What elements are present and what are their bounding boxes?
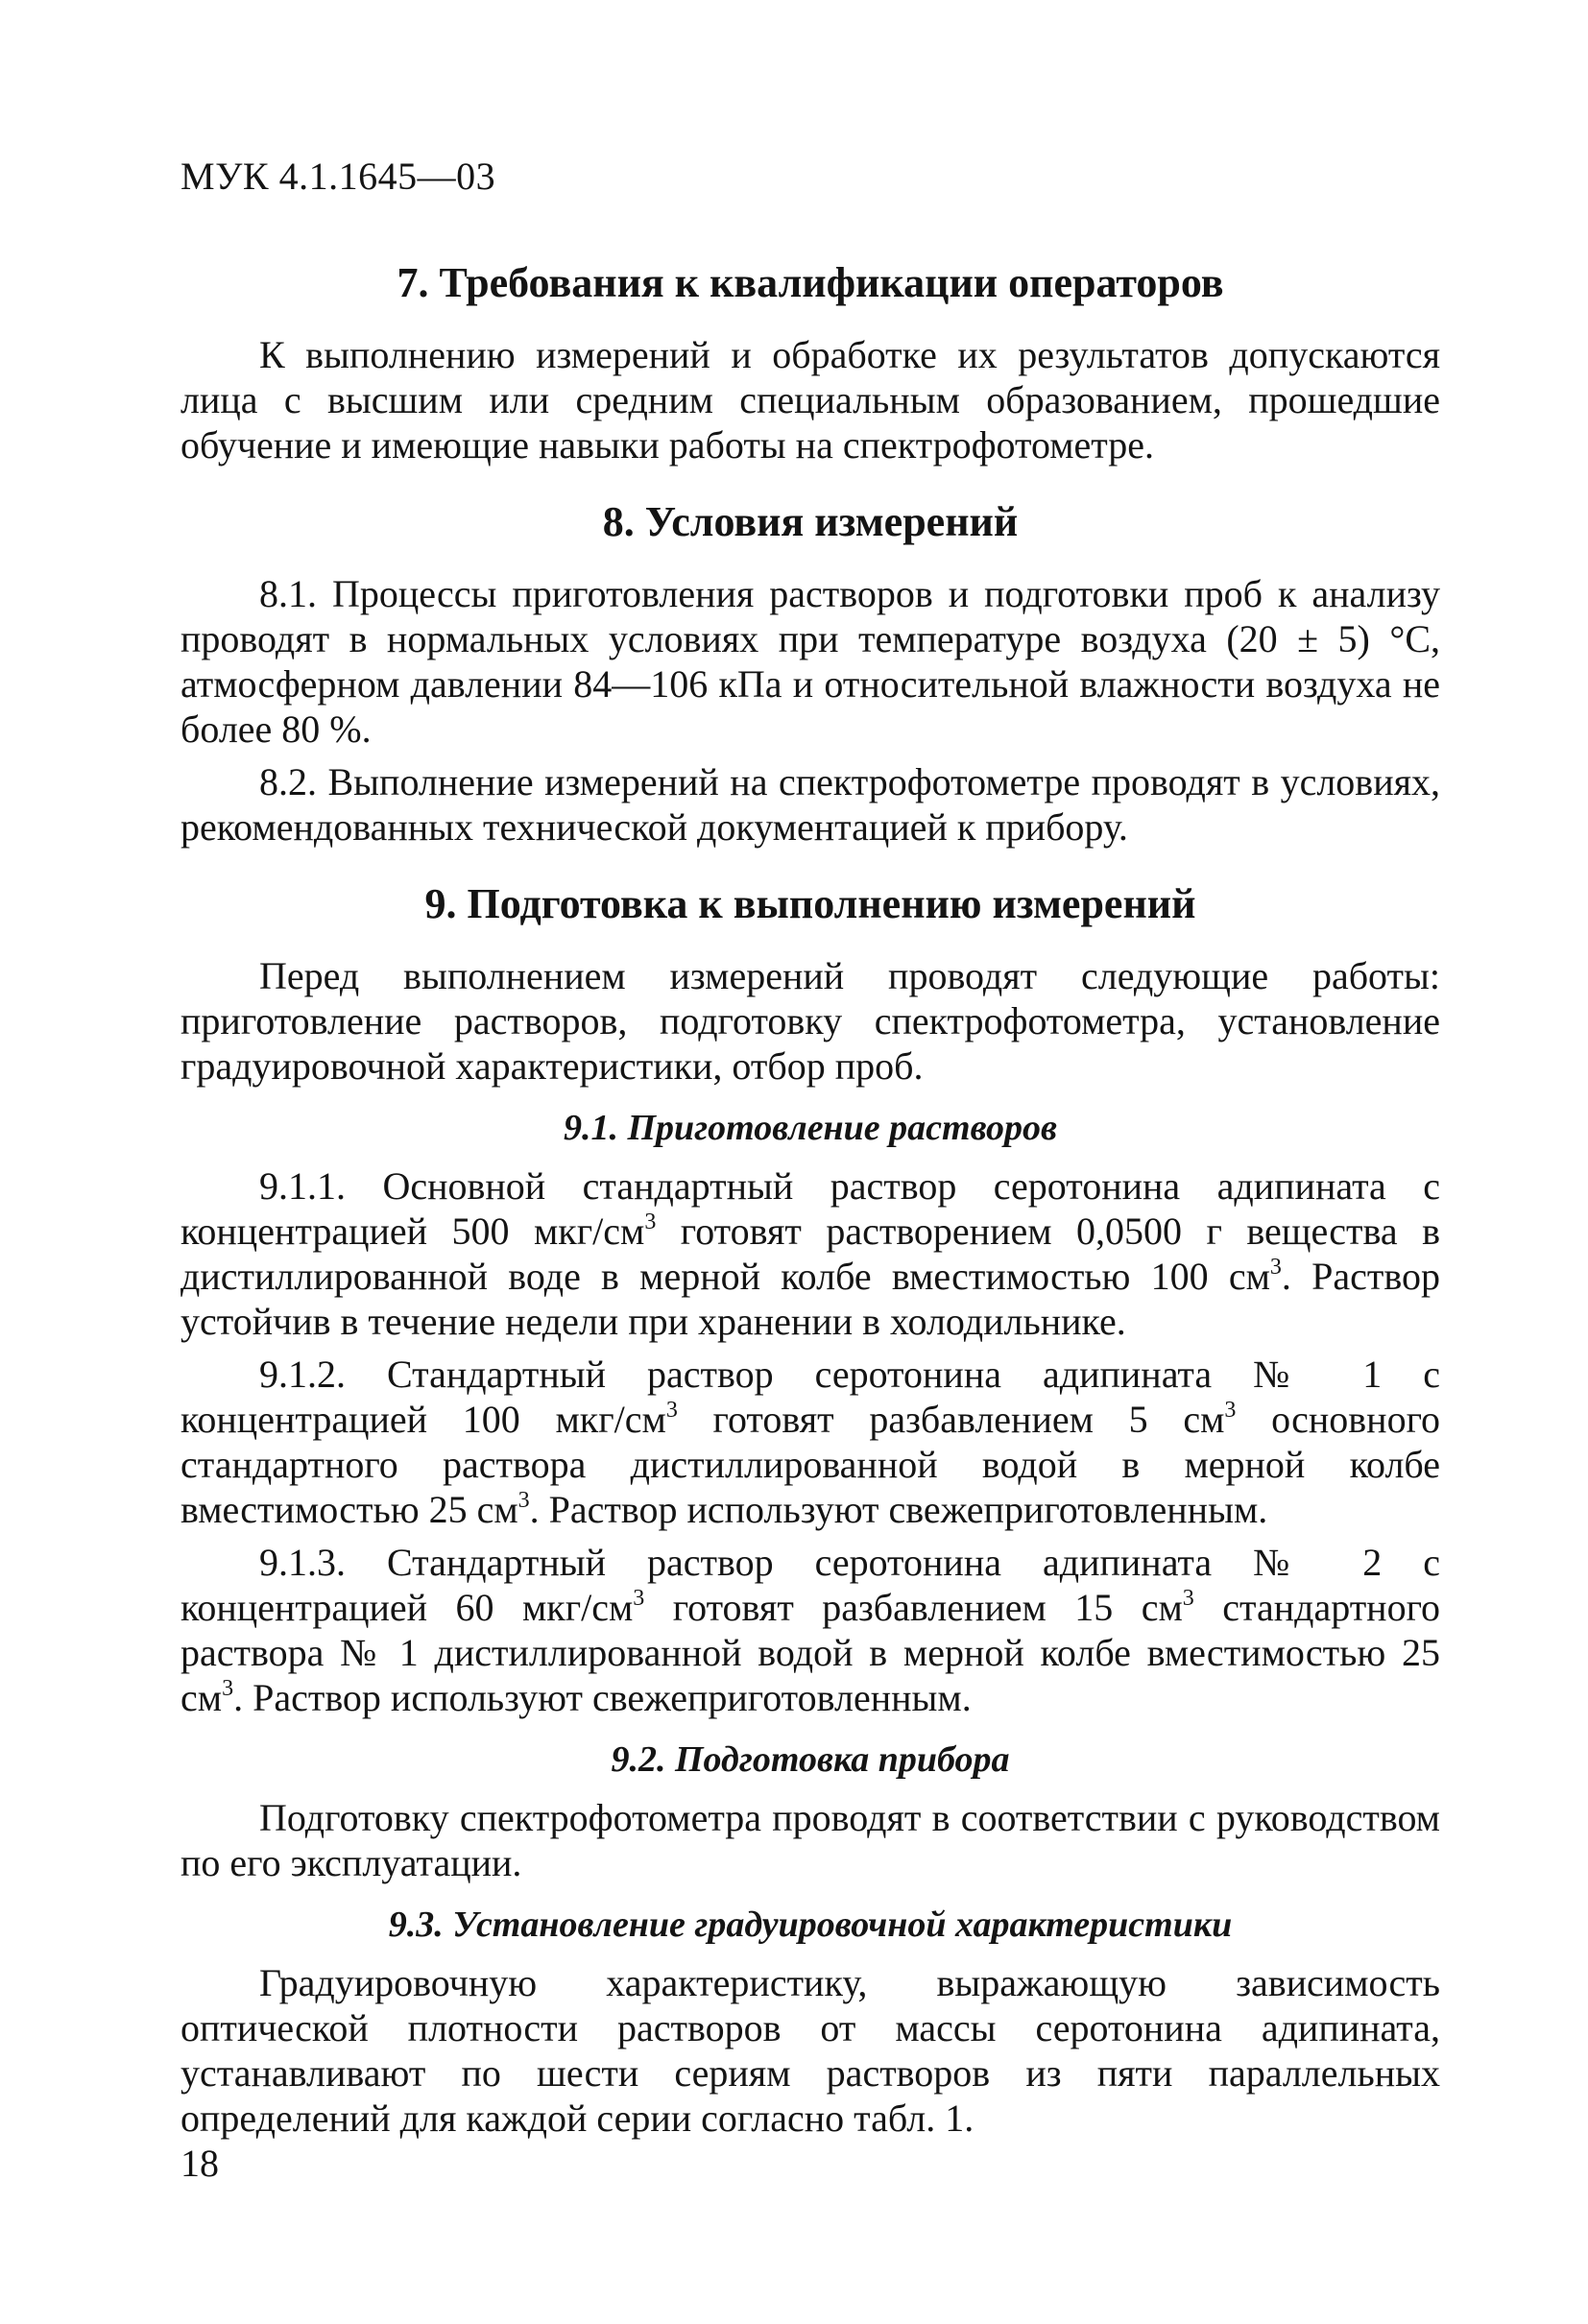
paragraph-9-1-1 <box>180 1163 1440 1344</box>
paragraph-text: 9.1.1. Основной стандартный раствор серотонина адипината с концентрацией 500 мкг/см <box>180 1164 1440 1253</box>
paragraph-9-1-3 <box>180 1540 1440 1720</box>
subsection-9-3-title: 9.3. Установление градуировочной характеристики <box>388 1905 1233 1945</box>
paragraph-text: . Раствор используют свежеприготовленным. <box>529 1488 1268 1531</box>
paragraph-text: . Раствор устойчив в течение недели при хранении в холодильнике. <box>180 1255 1440 1343</box>
paragraph-text: готовят растворением 0,0500 г вещества в дистиллированной воде в мерной колбе вместимостью 100 см <box>180 1210 1440 1298</box>
subsection-9-2-title: 9.2. Подготовка прибора <box>611 1739 1010 1780</box>
page-content <box>180 154 1440 2169</box>
section-7 <box>180 257 1440 467</box>
section-8-title: 8. Условия измерений <box>602 498 1019 545</box>
paragraph-9-3: Градуировочную характеристику, выражающую зависимость оптической плотности растворов от массы серотонина адипината, устанавливают по шести сериям растворов из пяти параллельных определений для каждой серии согласно табл. 1. <box>180 1961 1440 2140</box>
paragraph-text: стандартного раствора № 1 дистиллированной водой в мерной колбе вместимостью 25 см <box>180 1586 1440 1719</box>
superscript: 3 <box>1182 1586 1194 1611</box>
section-7-title: 7. Требования к квалификации операторов <box>397 259 1224 306</box>
paragraph-9-2: Подготовку спектрофотометра проводят в соответствии с руководством по его эксплуатации. <box>180 1796 1440 1884</box>
superscript: 3 <box>517 1488 530 1513</box>
superscript: 3 <box>222 1676 234 1701</box>
section-7-paragraph: К выполнению измерений и обработке их результатов допускаются лица с высшим или средним специальным образованием, прошедшие обучение и имеющие навыки работы на спектрофотометре. <box>180 333 1440 467</box>
subsection-9-1-title: 9.1. Приготовление растворов <box>563 1108 1058 1148</box>
section-8-2-paragraph: 8.2. Выполнение измерений на спектрофотометре проводят в условиях, рекомендованных технической документацией к прибору. <box>180 760 1440 849</box>
superscript: 3 <box>633 1586 645 1611</box>
paragraph-text: 9.1.2. Стандартный раствор серотонина адипината № 1 с концентрацией 100 мкг/см <box>180 1353 1440 1441</box>
section-8-1-paragraph: 8.1. Процессы приготовления растворов и подготовки проб к анализу проводят в нормальных условиях при температуре воздуха (20 ± 5) °С, атмосферном давлении 84—106 кПа и относительной влажности воздуха не более 80 %. <box>180 572 1440 751</box>
section-8 <box>180 496 1440 850</box>
section-9 <box>180 878 1440 2141</box>
document-code: МУК 4.1.1645—03 <box>180 155 496 198</box>
paragraph-text: 9.1.3. Стандартный раствор серотонина адипината № 2 с концентрацией 60 мкг/см <box>180 1541 1440 1629</box>
paragraph-text: готовят разбавлением 5 см <box>677 1398 1225 1441</box>
section-9-intro: Перед выполнением измерений проводят следующие работы: приготовление растворов, подготовку спектрофотометра, установление градуировочной характеристики, отбор проб. <box>180 954 1440 1088</box>
superscript: 3 <box>644 1210 657 1234</box>
section-9-title: 9. Подготовка к выполнению измерений <box>424 880 1196 927</box>
superscript: 3 <box>1224 1398 1237 1423</box>
paragraph-text: готовят разбавлением 15 см <box>644 1586 1183 1629</box>
paragraph-text: основного стандартного раствора дистиллированной водой в мерной колбе вместимостью 25 см <box>180 1398 1440 1531</box>
paragraph-text: . Раствор используют свежеприготовленным. <box>233 1676 972 1719</box>
page-number: 18 <box>180 2142 219 2185</box>
superscript: 3 <box>665 1398 678 1423</box>
superscript: 3 <box>1269 1255 1282 1280</box>
paragraph-9-1-2 <box>180 1352 1440 1532</box>
